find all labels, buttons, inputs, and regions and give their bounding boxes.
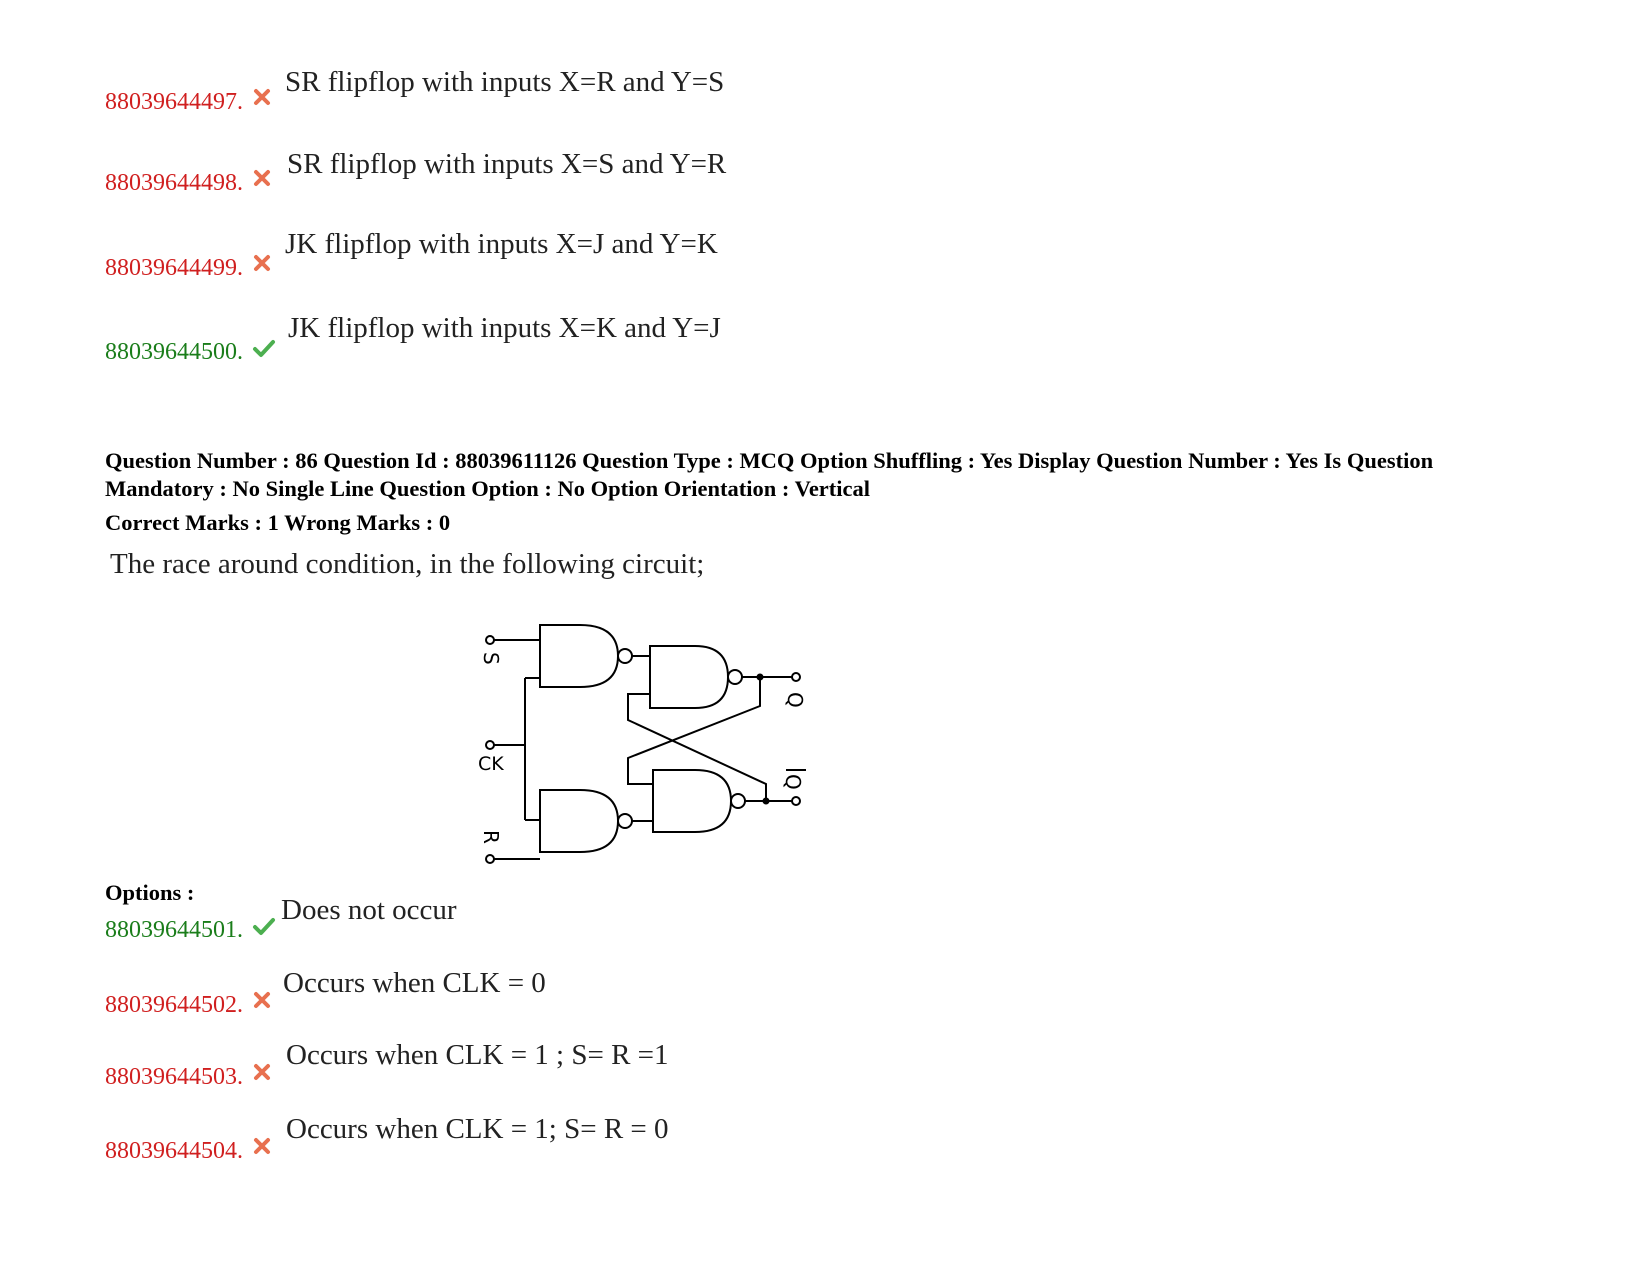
- option-text: SR flipflop with inputs X=R and Y=S: [285, 66, 725, 98]
- option-text: Occurs when CLK = 1; S= R = 0: [286, 1113, 669, 1145]
- options-label: Options :: [105, 880, 195, 905]
- nand-gate-3: [650, 646, 800, 708]
- option-id: 88039644503.: [105, 1064, 243, 1090]
- cross-icon: [252, 168, 272, 188]
- option-text: JK flipflop with inputs X=K and Y=J: [288, 312, 721, 344]
- option-text: SR flipflop with inputs X=S and Y=R: [287, 148, 727, 180]
- label-ck: CK: [478, 753, 504, 775]
- question-stem: The race around condition, in the following circuit;: [110, 548, 705, 580]
- cross-icon: [252, 253, 272, 273]
- option-id: 88039644498.: [105, 170, 243, 196]
- cross-icon: [252, 990, 272, 1010]
- input-s: [479, 636, 540, 665]
- option-id: 88039644504.: [105, 1138, 243, 1164]
- option-text: JK flipflop with inputs X=J and Y=K: [285, 228, 718, 260]
- question-meta: [105, 447, 1433, 503]
- check-icon: [252, 338, 276, 358]
- label-q: Q: [783, 692, 807, 708]
- label-r: R: [479, 830, 503, 844]
- input-r: [479, 830, 540, 863]
- option-text: Does not occur: [281, 894, 457, 926]
- nand-gate-4: [653, 770, 800, 832]
- option-id: 88039644500.: [105, 339, 243, 365]
- label-qbar: Q: [781, 774, 805, 790]
- option-text: Occurs when CLK = 1 ; S= R =1: [286, 1039, 669, 1071]
- option-id: 88039644499.: [105, 255, 243, 281]
- circuit-diagram: [470, 620, 830, 880]
- cross-icon: [252, 87, 272, 107]
- question-marks: Correct Marks : 1 Wrong Marks : 0: [105, 510, 451, 535]
- check-icon: [252, 916, 276, 936]
- nand-gate-2: [540, 790, 653, 852]
- nand-gate-1: [540, 625, 650, 687]
- option-id: 88039644501.: [105, 917, 243, 943]
- cross-icon: [252, 1062, 272, 1082]
- question-meta-line1: Question Number : 86 Question Id : 88039611126 Question Type : MCQ Option Shuffling : Yes Display Question Number : Yes Is Question: [105, 448, 1434, 473]
- cross-coupling: [628, 677, 766, 801]
- option-id: 88039644502.: [105, 992, 243, 1018]
- label-qbar-group: [781, 770, 806, 790]
- option-id: 88039644497.: [105, 89, 243, 115]
- cross-icon: [252, 1136, 272, 1156]
- question-meta-line2: Mandatory : No Single Line Question Option : No Option Orientation : Vertical: [105, 476, 871, 501]
- label-s: S: [479, 652, 503, 665]
- input-ck: [478, 678, 540, 820]
- option-text: Occurs when CLK = 0: [283, 967, 546, 999]
